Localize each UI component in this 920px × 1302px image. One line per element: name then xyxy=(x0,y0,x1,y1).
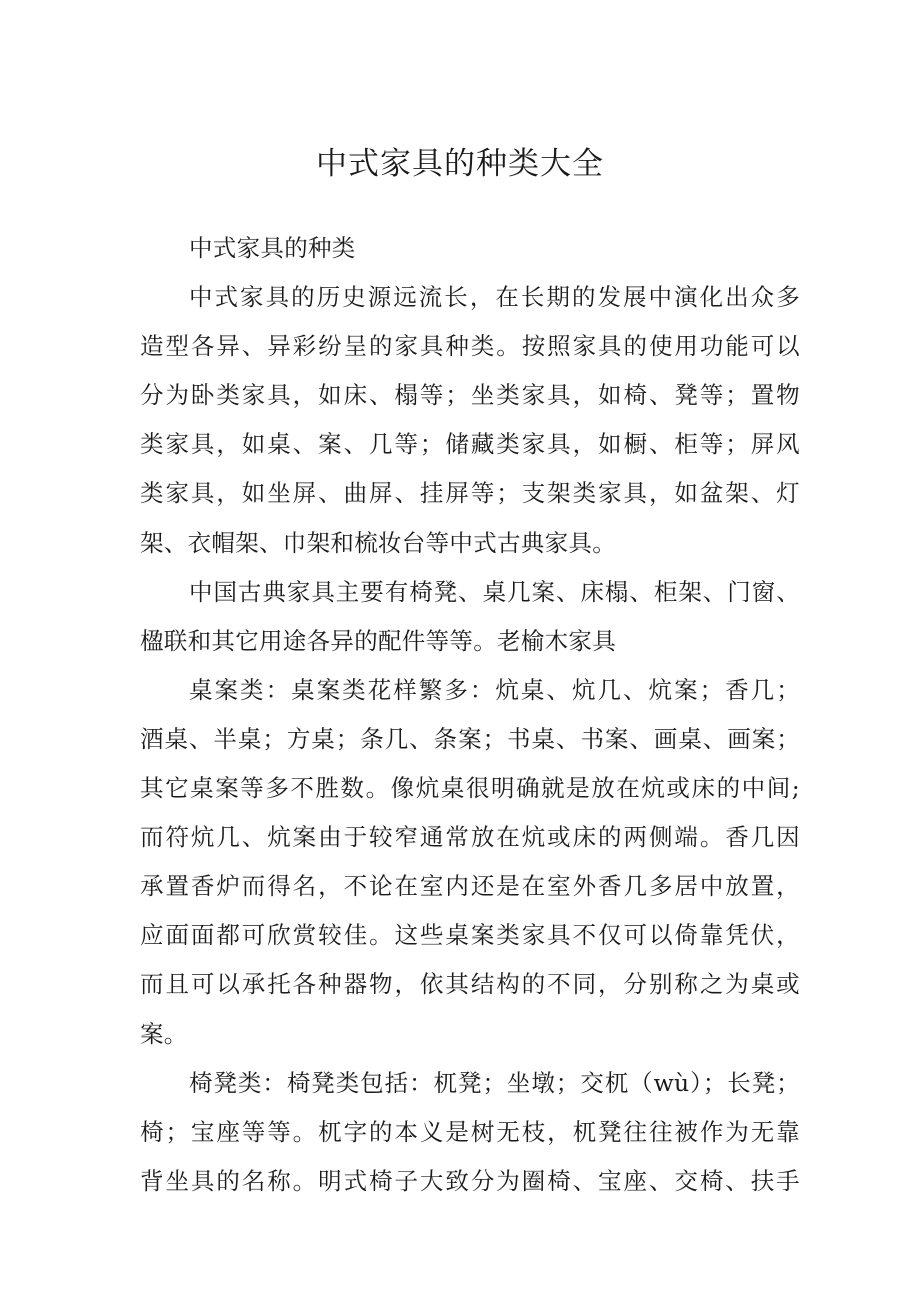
text-line: 架、衣帽架、巾架和梳妆台等中式古典家具。 xyxy=(140,528,616,557)
text-line: 楹联和其它用途各异的配件等等。老榆木家具 xyxy=(140,626,616,655)
text-line: 椅；宝座等等。杌字的本义是树无枝，杌凳往往被作为无靠 xyxy=(140,1117,800,1146)
text-line-section-heading: 中式家具的种类 xyxy=(189,234,356,262)
text-line: 应面面都可欣赏较佳。这些桌案类家具不仅可以倚靠凭伏， xyxy=(140,921,800,950)
text-line: 椅凳类：椅凳类包括：杌凳；坐墩；交杌（wù）；长凳； xyxy=(189,1068,800,1097)
text-line: 中式家具的历史源远流长，在长期的发展中演化出众多 xyxy=(189,283,800,312)
text-line: 而且可以承托各种器物，依其结构的不同，分别称之为桌或 xyxy=(140,970,800,999)
text-line: 而符炕几、炕案由于较窄通常放在炕或床的两侧端。香几因 xyxy=(140,823,800,852)
text-line: 酒桌、半桌；方桌；条几、条案；书桌、书案、画桌、画案； xyxy=(140,724,800,753)
text-line: 案。 xyxy=(140,1019,188,1048)
text-line: 类家具，如坐屏、曲屏、挂屏等；支架类家具，如盆架、灯 xyxy=(140,479,800,508)
text-line: 分为卧类家具，如床、榻等；坐类家具，如椅、凳等；置物 xyxy=(140,381,800,410)
text-line: 类家具，如桌、案、几等；储藏类家具，如橱、柜等；屏风 xyxy=(140,430,800,459)
text-line: 其它桌案等多不胜数。像炕桌很明确就是放在炕或床的中间; xyxy=(140,774,800,803)
text-line: 中国古典家具主要有椅凳、桌几案、床榻、柜架、门窗、 xyxy=(189,577,800,606)
document-title: 中式家具的种类大全 xyxy=(316,146,604,182)
text-line: 桌案类：桌案类花样繁多：炕桌、炕几、炕案；香几； xyxy=(189,675,800,704)
text-line: 造型各异、异彩纷呈的家具种类。按照家具的使用功能可以 xyxy=(140,332,800,361)
text-line: 背坐具的名称。明式椅子大致分为圈椅、宝座、交椅、扶手 xyxy=(140,1166,800,1195)
text-line: 承置香炉而得名，不论在室内还是在室外香几多居中放置， xyxy=(140,872,800,901)
document-body xyxy=(140,224,800,1206)
